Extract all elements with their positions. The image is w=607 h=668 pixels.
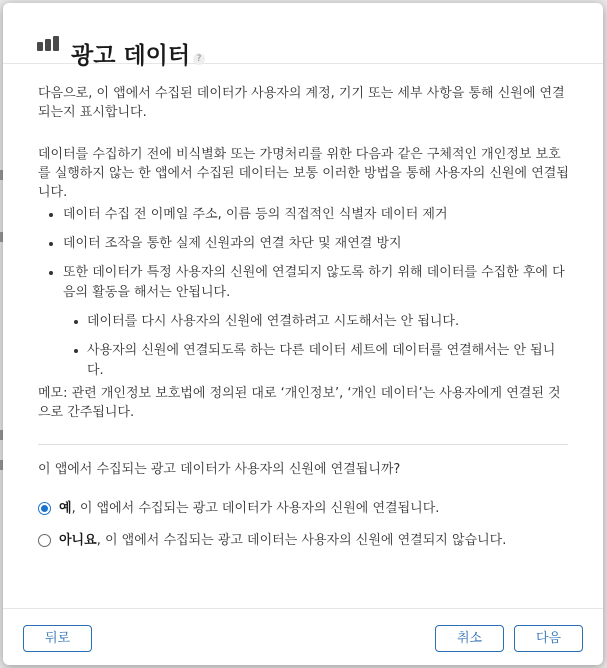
sub-list-item: 데이터를 다시 사용자의 신원에 연결하려고 시도해서는 안 됩니다. <box>87 312 567 332</box>
intro-text: 다음으로, 이 앱에서 수집된 데이터가 사용자의 계정, 기기 또는 세부 사항을 통해 신원에 연결되는지 표시합니다. <box>38 86 565 120</box>
list-item: 데이터 조작을 통한 실제 신원과의 연결 차단 및 재연결 방지 <box>63 234 568 254</box>
back-button[interactable]: 뒤로 <box>23 625 92 652</box>
radio-button-yes[interactable] <box>38 502 51 515</box>
question-icon[interactable]: ? <box>193 53 205 65</box>
cancel-button[interactable]: 취소 <box>435 625 504 652</box>
radio-button-no[interactable] <box>38 534 51 547</box>
dialog-footer <box>3 608 603 666</box>
next-button[interactable]: 다음 <box>514 625 583 652</box>
divider <box>38 444 568 445</box>
radio-label-no[interactable]: 아니요, 이 앱에서 수집되는 광고 데이터는 사용자의 신원에 연결되지 않습니다. <box>59 533 507 548</box>
question-text: 이 앱에서 수집되는 광고 데이터가 사용자의 신원에 연결됩니까? <box>38 462 401 477</box>
dialog-title: 광고 데이터 <box>71 43 191 69</box>
explanation-text: 데이터를 수집하기 전에 비식별화 또는 가명처리를 위한 다음과 같은 구체적인 개인정보 보호를 실행하지 않는 한 앱에서 수집된 데이터는 보통 이러한 방법을 통해 사용자의 신원에 연결됩니다. <box>38 147 569 200</box>
list-item: 데이터 수집 전 이메일 주소, 이름 등의 직접적인 식별자 데이터 제거 <box>63 205 568 225</box>
advertising-data-dialog <box>3 3 603 665</box>
memo-text: 메모: 관련 개인정보 보호법에 정의된 대로 ‘개인정보’, ‘개인 데이터’는 사용자에게 연결된 것으로 간주됩니다. <box>38 386 561 420</box>
radio-label-yes[interactable]: 예, 이 앱에서 수집되는 광고 데이터가 사용자의 신원에 연결됩니다. <box>59 501 440 516</box>
list-item: 또한 데이터가 특정 사용자의 신원에 연결되지 않도록 하기 위해 데이터를 수집한 후에 다음의 활동을 해서는 안됩니다. <box>63 263 568 303</box>
dialog-header <box>3 3 603 69</box>
sub-list-item: 사용자의 신원에 연결되도록 하는 다른 데이터 세트에 데이터를 연결해서는 안 됩니다. <box>87 341 567 381</box>
